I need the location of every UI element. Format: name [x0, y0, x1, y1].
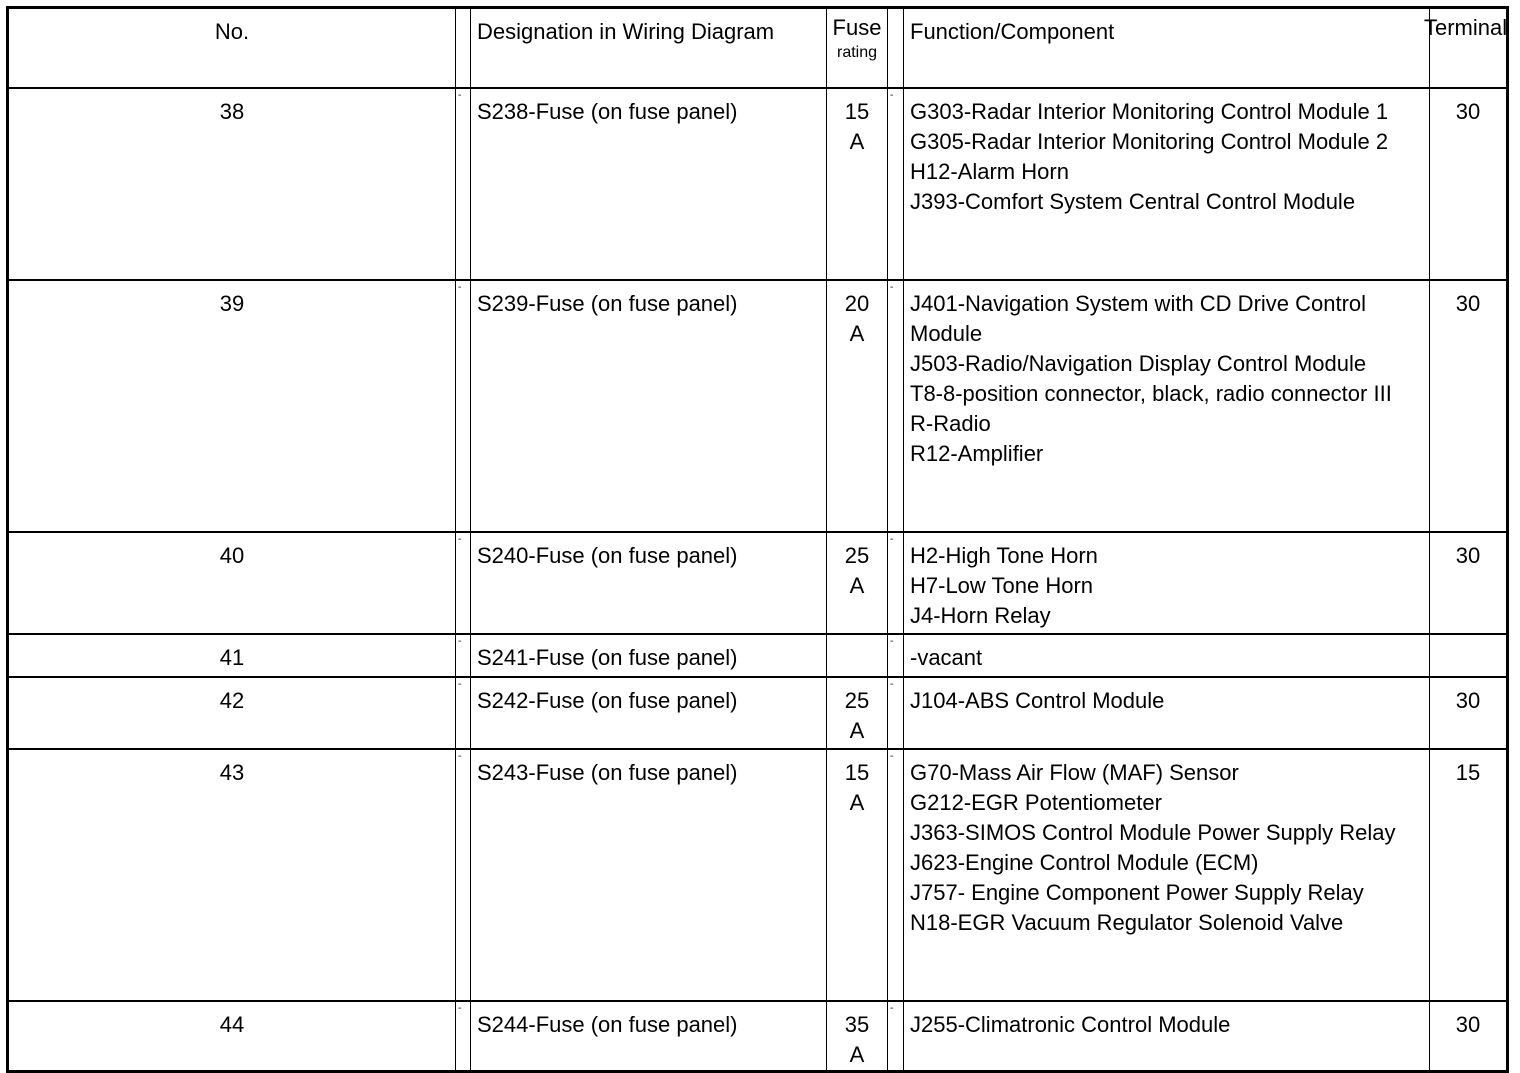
fuse-rating-value: 20 A [844, 291, 870, 346]
fuse-rating-value: 15 A [844, 99, 870, 154]
function-item: H2-High Tone Horn [910, 543, 1098, 568]
row-function-list [904, 88, 1430, 280]
row-spacer [456, 88, 471, 280]
row-terminal: 30 [1430, 677, 1508, 749]
row-terminal: 30 [1430, 88, 1508, 280]
row-function-list [904, 1001, 1430, 1072]
row-function-list [904, 749, 1430, 1001]
row-fuse-rating [827, 634, 888, 677]
cell-marker: - [458, 636, 462, 647]
row-spacer [456, 749, 471, 1001]
cell-marker: - [890, 679, 894, 690]
header-fuse-rating [827, 8, 888, 89]
row-function-list [904, 677, 1430, 749]
row-spacer [888, 634, 904, 677]
row-terminal: 15 [1430, 749, 1508, 1001]
function-item: -vacant [910, 645, 983, 670]
function-item: G212-EGR Potentiometer [910, 790, 1162, 815]
cell-marker: - [458, 90, 462, 101]
row-fuse-rating [827, 88, 888, 280]
table-row [8, 677, 1508, 749]
header-spacer [888, 8, 904, 89]
row-designation: S243-Fuse (on fuse panel) [471, 749, 827, 1001]
table-row [8, 634, 1508, 677]
header-no: No. [8, 8, 456, 89]
row-function-list [904, 532, 1430, 634]
row-number: 41 [8, 634, 456, 677]
row-terminal: 30 [1430, 532, 1508, 634]
cell-marker: - [458, 534, 462, 545]
row-number: 40 [8, 532, 456, 634]
row-fuse-rating [827, 677, 888, 749]
row-number: 44 [8, 1001, 456, 1072]
cell-marker: - [890, 282, 894, 293]
row-fuse-rating [827, 749, 888, 1001]
cell-marker: - [890, 90, 894, 101]
row-function-list [904, 280, 1430, 532]
cell-marker: - [890, 751, 894, 762]
cell-marker: - [458, 1003, 462, 1014]
row-fuse-rating [827, 532, 888, 634]
cell-marker: - [458, 282, 462, 293]
row-designation: S244-Fuse (on fuse panel) [471, 1001, 827, 1072]
row-spacer [888, 280, 904, 532]
row-spacer [456, 532, 471, 634]
row-spacer [456, 280, 471, 532]
row-number: 42 [8, 677, 456, 749]
function-item: G303-Radar Interior Monitoring Control Module 1 [910, 99, 1389, 124]
function-item: G305-Radar Interior Monitoring Control Module 2 [910, 129, 1389, 154]
function-item: J363-SIMOS Control Module Power Supply Relay [910, 820, 1396, 845]
header-terminal-label: Terminal [1424, 15, 1508, 40]
row-terminal [1430, 634, 1508, 677]
row-designation: S241-Fuse (on fuse panel) [471, 634, 827, 677]
function-item: N18-EGR Vacuum Regulator Solenoid Valve [910, 910, 1344, 935]
function-item: R-Radio [910, 411, 991, 436]
header-fuse: Fuse [832, 15, 882, 40]
row-spacer [456, 634, 471, 677]
function-item: J4-Horn Relay [910, 603, 1051, 628]
row-designation: S240-Fuse (on fuse panel) [471, 532, 827, 634]
row-terminal: 30 [1430, 1001, 1508, 1072]
table-row [8, 749, 1508, 1001]
function-item: R12-Amplifier [910, 441, 1044, 466]
table-row [8, 1001, 1508, 1072]
table-body [8, 88, 1508, 1072]
row-number: 39 [8, 280, 456, 532]
table-row [8, 280, 1508, 532]
row-spacer [888, 1001, 904, 1072]
header-designation: Designation in Wiring Diagram [471, 8, 827, 89]
row-number: 38 [8, 88, 456, 280]
row-designation: S242-Fuse (on fuse panel) [471, 677, 827, 749]
fuse-rating-value: 25 A [844, 543, 870, 598]
function-item: J757- Engine Component Power Supply Relay [910, 880, 1364, 905]
header-spacer [456, 8, 471, 89]
function-item: J623-Engine Control Module (ECM) [910, 850, 1259, 875]
cell-marker: - [890, 636, 894, 647]
function-item: J393-Comfort System Central Control Module [910, 189, 1356, 214]
row-fuse-rating [827, 1001, 888, 1072]
row-spacer [888, 88, 904, 280]
function-item: H7-Low Tone Horn [910, 573, 1094, 598]
fuse-rating-value: 25 A [844, 688, 870, 743]
row-number: 43 [8, 749, 456, 1001]
row-designation: S238-Fuse (on fuse panel) [471, 88, 827, 280]
row-spacer [456, 1001, 471, 1072]
function-item: H12-Alarm Horn [910, 159, 1069, 184]
cell-marker: - [458, 751, 462, 762]
function-item: G70-Mass Air Flow (MAF) Sensor [910, 760, 1239, 785]
row-spacer [456, 677, 471, 749]
header-fuse-sub: rating [836, 44, 878, 61]
row-fuse-rating [827, 280, 888, 532]
function-item: J401-Navigation System with CD Drive Control Module [910, 291, 1367, 346]
row-spacer [888, 532, 904, 634]
row-spacer [888, 749, 904, 1001]
row-spacer [888, 677, 904, 749]
function-item: T8-8-position connector, black, radio connector III [910, 381, 1392, 406]
cell-marker: - [890, 534, 894, 545]
header-function: Function/Component [904, 8, 1430, 89]
cell-marker: - [890, 1003, 894, 1014]
fuse-rating-value: 15 A [844, 760, 870, 815]
table-row [8, 88, 1508, 280]
table-row [8, 532, 1508, 634]
function-item: J104-ABS Control Module [910, 688, 1165, 713]
header-terminal [1424, 8, 1508, 89]
row-terminal: 30 [1430, 280, 1508, 532]
fuse-rating-value: 35 A [844, 1012, 870, 1067]
header-row [8, 8, 1508, 89]
function-item: J503-Radio/Navigation Display Control Module [910, 351, 1367, 376]
cell-marker: - [458, 679, 462, 690]
row-function-list [904, 634, 1430, 677]
function-item: J255-Climatronic Control Module [910, 1012, 1231, 1037]
fuse-assignment-table [6, 6, 1509, 1073]
row-designation: S239-Fuse (on fuse panel) [471, 280, 827, 532]
